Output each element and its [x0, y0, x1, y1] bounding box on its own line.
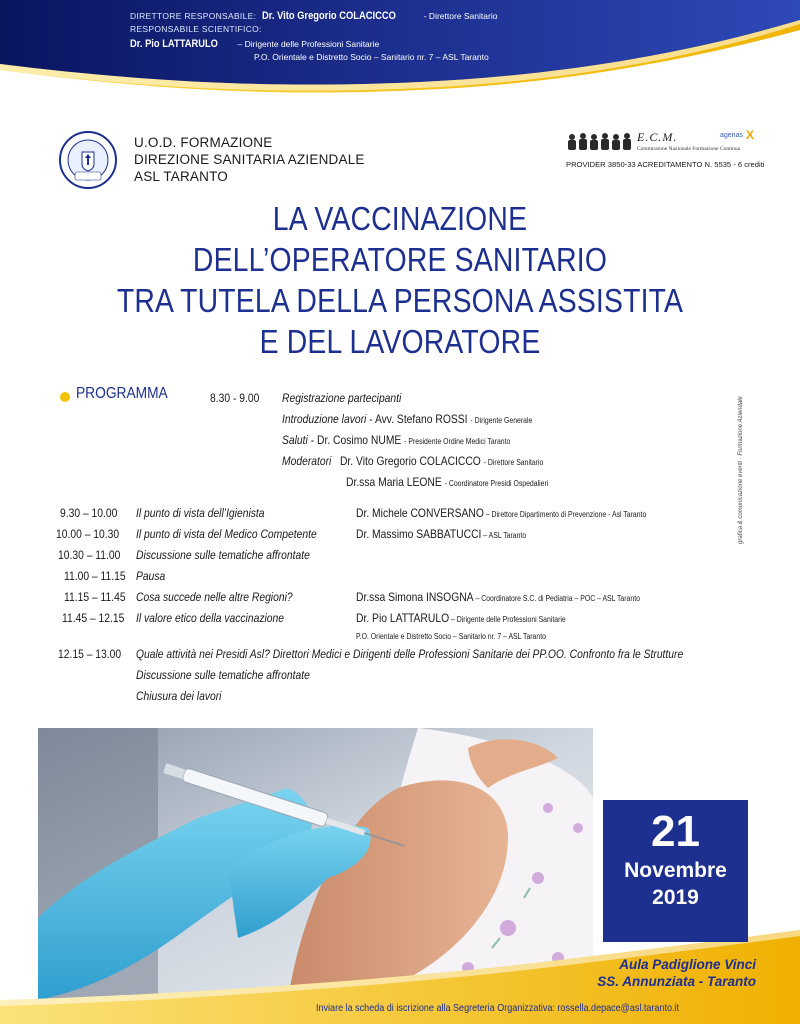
- venue-line: SS. Annunziata - Taranto: [597, 974, 756, 989]
- session-speaker: Dr. Michele CONVERSANO – Direttore Dipartimento di Prevenzione - Asl Taranto: [356, 506, 647, 520]
- footer-note: Inviare la scheda di iscrizione alla Segreteria Organizzativa: rossella.depace@asl.taranto.it: [316, 1002, 680, 1014]
- final-discussion: Discussione sulle tematiche affrontate: [136, 668, 310, 682]
- title-line: LA VACCINAZIONE: [272, 200, 528, 237]
- scientific-role: – Dirigente delle Professioni Sanitarie: [237, 39, 380, 49]
- greetings-line: Saluti - Dr. Cosimo NUME - Presidente Ordine Medici Taranto: [282, 433, 511, 447]
- date-month: Novembre: [624, 859, 727, 882]
- title-line: E DEL LAVORATORE: [259, 323, 541, 360]
- session-speaker: Dr. Massimo SABBATUCCI – ASL Taranto: [356, 527, 527, 541]
- session-time: 12.15 – 13.00: [58, 647, 122, 661]
- session-speaker-sub: P.O. Orientale e Distretto Socio – Sanitario nr. 7 – ASL Taranto: [356, 632, 546, 641]
- director-role: - Direttore Sanitario: [423, 11, 498, 21]
- intro-time: 8.30 - 9.00: [210, 391, 260, 405]
- institution-block: [134, 134, 365, 185]
- agenas-mark-icon: X: [746, 128, 755, 142]
- ecm-subtitle: Commissione Nazionale Formazione Continua: [637, 146, 741, 152]
- moderators-line: Moderatori Dr. Vito Gregorio COLACICCO - Direttore Sanitario: [282, 454, 544, 468]
- top-credits: [130, 10, 497, 66]
- session-speaker: Dr. Pio LATTARULO – Dirigente delle Professioni Sanitarie: [356, 611, 566, 625]
- title-line: DELL’OPERATORE SANITARIO: [192, 241, 608, 278]
- director-label: DIRETTORE RESPONSABILE:: [130, 11, 257, 21]
- intro-line: Introduzione lavori - Avv. Stefano ROSSI - Dirigente Generale: [282, 412, 533, 426]
- programme-label: PROGRAMMA: [76, 385, 168, 402]
- session-speaker: Dr.ssa Simona INSOGNA – Coordinatore S.C. di Pediatria – POC – ASL Taranto: [356, 590, 640, 604]
- institution-line: U.O.D. FORMAZIONE: [134, 135, 273, 150]
- session-time: 10.30 – 11.00: [58, 548, 121, 562]
- ecm-people-icon: [566, 130, 634, 152]
- title-line: TRA TUTELA DELLA PERSONA ASSISTITA: [116, 282, 684, 319]
- session-time: 11.00 – 11.15: [64, 569, 126, 583]
- programme-bullet-icon: [60, 392, 70, 402]
- director-name: Dr. Vito Gregorio COLACICCO: [262, 10, 397, 22]
- session-topic: Il valore etico della vaccinazione: [136, 611, 285, 625]
- session-time: 10.00 – 10.30: [56, 527, 120, 541]
- session-topic: Discussione sulle tematiche affrontate: [136, 548, 310, 562]
- venue-line: Aula Padiglione Vinci: [619, 957, 756, 972]
- session-topic: Cosa succede nelle altre Regioni?: [136, 590, 293, 604]
- ecm-title: E.C.M.: [637, 130, 678, 144]
- date-day: 21: [651, 807, 700, 856]
- session-topic: Il punto di vista dell’Igienista: [136, 506, 265, 520]
- session-time: 11.45 – 12.15: [62, 611, 125, 625]
- scientific-label: RESPONSABILE SCIENTIFICO:: [130, 24, 262, 34]
- top-banner: [0, 0, 800, 120]
- side-credit: [738, 384, 750, 544]
- provider-info: PROVIDER 3850-33 ACREDITAMENTO N. 5535 - 6 crediti: [566, 160, 765, 169]
- scientific-name: Dr. Pio LATTARULO: [130, 38, 218, 50]
- session-time: 9.30 – 10.00: [60, 506, 118, 520]
- agenas-logo: agenas: [720, 132, 743, 139]
- asl-taranto-logo: [58, 130, 118, 190]
- session-time: 11.15 – 11.45: [64, 590, 126, 604]
- institution-line: ASL TARANTO: [134, 169, 228, 184]
- venue: [597, 956, 756, 990]
- registration: Registrazione partecipanti: [282, 391, 402, 405]
- institution-line: DIREZIONE SANITARIA AZIENDALE: [134, 152, 365, 167]
- session-topic: Quale attività nei Presidi Asl? Direttori Medici e Dirigenti delle Professioni Sanitarie dei PP.OO. Confronto fra le Strutture: [136, 647, 684, 661]
- moderator2-line: Dr.ssa Maria LEONE - Coordinatore Presidi Ospedalieri: [346, 475, 549, 489]
- event-title: [0, 198, 800, 362]
- closing: Chiusura dei lavori: [136, 689, 222, 703]
- scientific-sub: P.O. Orientale e Distretto Socio – Sanitario nr. 7 – ASL Taranto: [254, 52, 489, 62]
- event-date: [603, 800, 748, 942]
- date-year: 2019: [652, 886, 699, 909]
- session-topic: Pausa: [136, 569, 166, 583]
- side-credit-text: grafica & comunicazione eventi · Formazione Aziendale: [738, 396, 744, 544]
- session-topic: Il punto di vista del Medico Competente: [136, 527, 317, 541]
